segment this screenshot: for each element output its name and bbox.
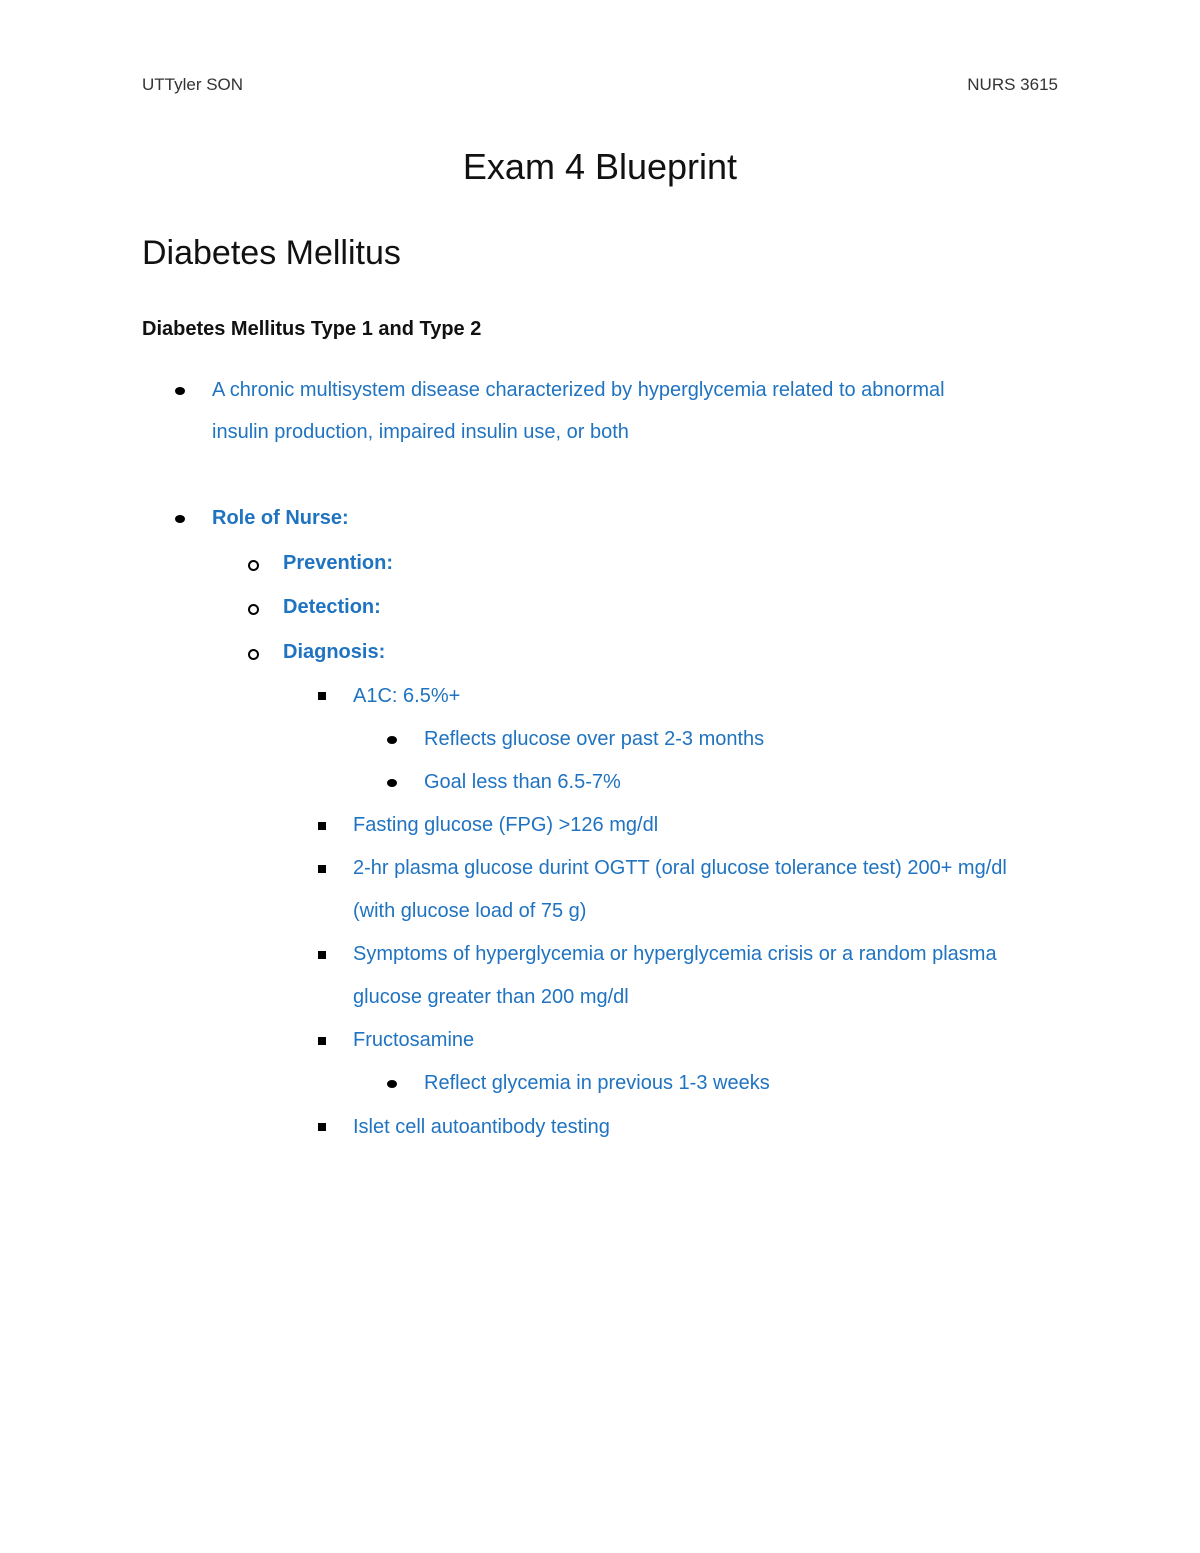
symptoms-criterion-line-2: glucose greater than 200 mg/dl — [353, 986, 629, 1008]
a1c-criterion: A1C: 6.5%+ — [353, 685, 461, 707]
header-course-org: UTTyler SON — [142, 75, 244, 94]
header-course-number: NURS 3615 — [967, 75, 1058, 94]
bullet-square-icon — [318, 1037, 326, 1045]
bullet-disc-icon — [387, 779, 397, 787]
bullet-disc-icon — [175, 515, 185, 523]
diagnosis-label: Diagnosis: — [283, 641, 386, 663]
prevention-label: Prevention: — [283, 552, 394, 574]
ogtt-criterion-line-2: (with glucose load of 75 g) — [353, 900, 587, 922]
fructosamine-criterion: Fructosamine — [353, 1029, 475, 1051]
a1c-detail-2: Goal less than 6.5-7% — [424, 771, 621, 793]
document-title: Exam 4 Blueprint — [462, 146, 738, 187]
ogtt-criterion-line-1: 2-hr plasma glucose durint OGTT (oral glucose tolerance test) 200+ mg/dl — [353, 857, 1007, 879]
detection-label: Detection: — [283, 596, 381, 618]
bullet-square-icon — [318, 692, 326, 700]
bullet-disc-icon — [387, 1080, 397, 1088]
bullet-disc-icon — [387, 736, 397, 744]
bullet-square-icon — [318, 865, 326, 873]
symptoms-criterion-line-1: Symptoms of hyperglycemia or hyperglycemia crisis or a random plasma — [353, 943, 997, 965]
bullet-square-icon — [318, 1123, 326, 1131]
bullet-disc-icon — [175, 387, 185, 395]
role-of-nurse: Role of Nurse: — [212, 507, 349, 529]
definition-line-1: A chronic multisystem disease characterized by hyperglycemia related to abnormal — [212, 379, 945, 401]
section-heading: Diabetes Mellitus — [142, 234, 401, 272]
fructosamine-detail: Reflect glycemia in previous 1-3 weeks — [424, 1072, 770, 1094]
bullet-square-icon — [318, 822, 326, 830]
fasting-glucose-criterion: Fasting glucose (FPG) >126 mg/dl — [353, 814, 659, 836]
bullet-circle-icon — [248, 604, 259, 615]
bullet-square-icon — [318, 951, 326, 959]
a1c-detail-1: Reflects glucose over past 2-3 months — [424, 728, 765, 750]
islet-cell-criterion: Islet cell autoantibody testing — [353, 1116, 610, 1138]
bullet-circle-icon — [248, 649, 259, 660]
definition-line-2: insulin production, impaired insulin use, or both — [212, 421, 629, 443]
bullet-circle-icon — [248, 560, 259, 571]
subsection-heading: Diabetes Mellitus Type 1 and Type 2 — [142, 318, 482, 340]
